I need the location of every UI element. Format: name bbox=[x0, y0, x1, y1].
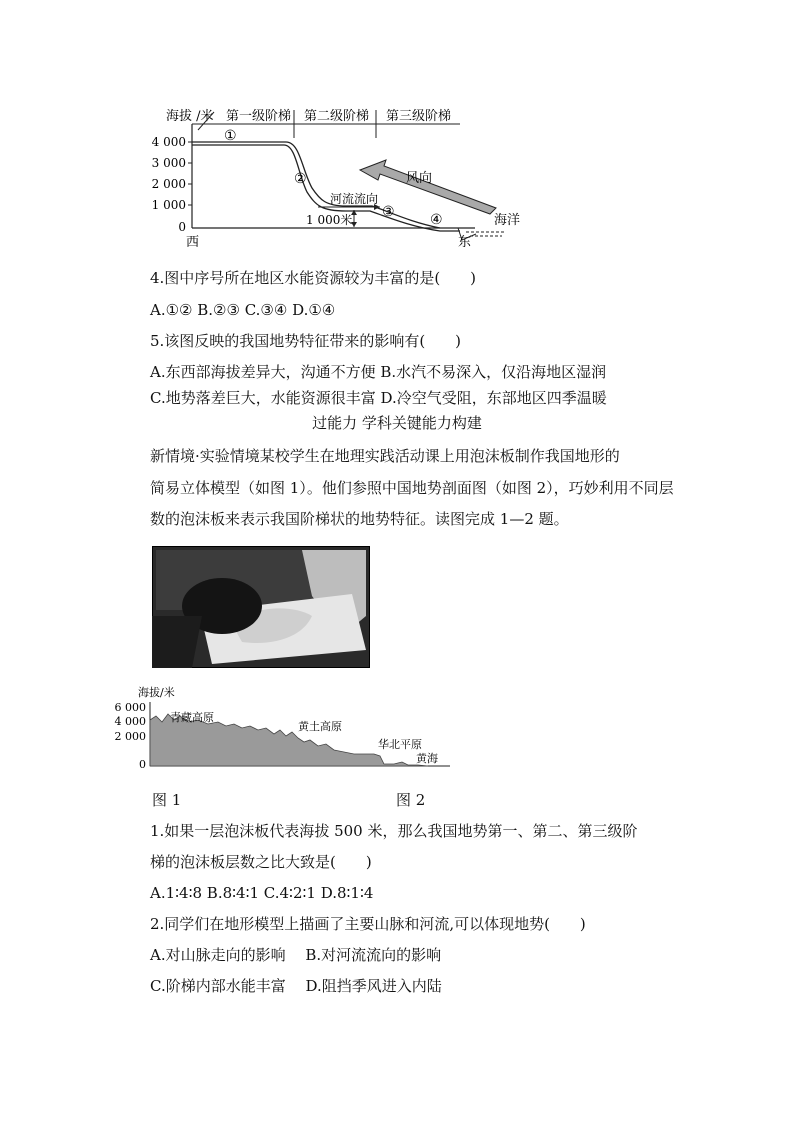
east-label: 东 bbox=[458, 235, 472, 250]
label-qinghai-tibet: 青藏高原 bbox=[170, 711, 214, 724]
question-1-options: A.1∶4∶8 B.8∶4∶1 C.4∶2∶1 D.8∶1∶4 bbox=[150, 884, 374, 902]
fig2-y-tick: 6 000 bbox=[114, 701, 146, 714]
question-2-options-line-2: C.阶梯内部水能丰富 D.阻挡季风进入内陆 bbox=[150, 977, 442, 995]
fig2-altitude-label: 海拔/米 bbox=[138, 686, 175, 699]
question-5-stem: 5.该图反映的我国地势特征带来的影响有( ) bbox=[150, 332, 462, 350]
fig2-y-tick: 4 000 bbox=[114, 715, 146, 728]
figure-2-caption: 图 2 bbox=[396, 791, 426, 809]
foam-model-photo bbox=[152, 546, 370, 668]
intro-line-1: 新情境·实验情境某校学生在地理实践活动课上用泡沫板制作我国地形的 bbox=[150, 447, 620, 465]
question-5-options-line-2: C.地势落差巨大，水能资源很丰富 D.冷空气受阻，东部地区四季温暖 bbox=[150, 389, 607, 407]
label-yellow-sea: 黄海 bbox=[416, 752, 438, 765]
question-2-stem: 2.同学们在地形模型上描画了主要山脉和河流,可以体现地势( ) bbox=[150, 915, 586, 933]
question-5-options-line-1: A.东西部海拔差异大，沟通不方便 B.水汽不易深入，仅沿海地区湿润 bbox=[150, 363, 607, 381]
y-tick-label: 0 bbox=[178, 220, 186, 234]
step-3-label: 第三级阶梯 bbox=[386, 109, 452, 124]
terrain-step-diagram bbox=[140, 100, 530, 250]
china-elevation-profile bbox=[108, 686, 460, 770]
question-1-stem-line-2: 梯的泡沫板层数之比大致是( ) bbox=[150, 853, 372, 871]
marker-4: ④ bbox=[430, 212, 443, 228]
step-2-label: 第二级阶梯 bbox=[304, 109, 370, 124]
intro-line-2: 简易立体模型（如图 1）。他们参照中国地势剖面图（如图 2），巧妙利用不同层 bbox=[150, 479, 674, 497]
river-flow-label: 河流流向 bbox=[330, 192, 379, 206]
west-label: 西 bbox=[186, 235, 200, 250]
step-1-label: 第一级阶梯 bbox=[226, 109, 292, 124]
marker-2: ② bbox=[294, 171, 307, 187]
label-north-china-plain: 华北平原 bbox=[378, 738, 422, 751]
wind-label: 风向 bbox=[406, 171, 433, 186]
y-tick-label: 2 000 bbox=[151, 177, 186, 191]
section-title: 过能力 学科关键能力构建 bbox=[312, 414, 482, 432]
fig2-y-tick: 0 bbox=[139, 758, 146, 770]
y-tick-label: 4 000 bbox=[151, 135, 186, 149]
wind-arrow-icon bbox=[360, 160, 496, 214]
marker-3: ③ bbox=[382, 204, 395, 220]
label-loess-plateau: 黄土高原 bbox=[298, 720, 342, 733]
y-tick-label: 3 000 bbox=[151, 156, 186, 170]
height-label: 1 000米 bbox=[306, 213, 353, 227]
question-4-stem: 4.图中序号所在地区水能资源较为丰富的是( ) bbox=[150, 269, 477, 287]
question-2-options-line-1: A.对山脉走向的影响 B.对河流流向的影响 bbox=[150, 946, 442, 964]
marker-1: ① bbox=[224, 128, 237, 144]
y-tick-label: 1 000 bbox=[151, 198, 186, 212]
intro-line-3: 数的泡沫板来表示我国阶梯状的地势特征。读图完成 1—2 题。 bbox=[150, 510, 569, 528]
question-1-stem-line-1: 1.如果一层泡沫板代表海拔 500 米，那么我国地势第一、第二、第三级阶 bbox=[150, 822, 638, 840]
altitude-axis-label: 海拔 /米 bbox=[166, 109, 214, 124]
fig2-y-tick: 2 000 bbox=[114, 730, 146, 743]
ocean-label: 海洋 bbox=[494, 213, 521, 228]
figure-1-caption: 图 1 bbox=[152, 791, 182, 809]
question-4-options: A.①② B.②③ C.③④ D.①④ bbox=[150, 301, 336, 319]
